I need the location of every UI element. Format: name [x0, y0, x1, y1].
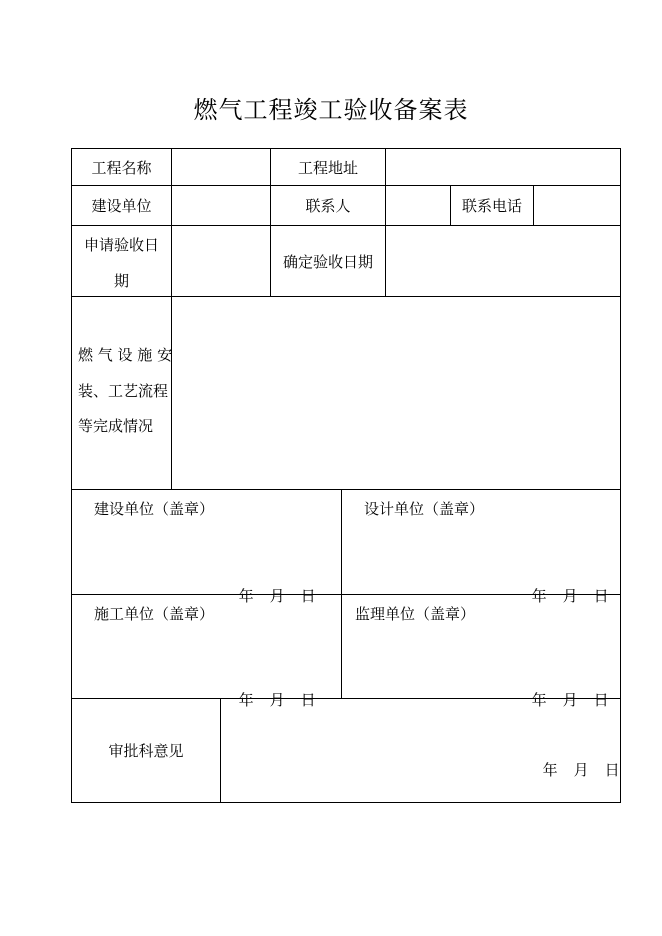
contact-label: 联系人: [305, 197, 351, 215]
designer-seal-label: 设计单位（盖章）: [364, 500, 485, 518]
date-month: 月: [562, 691, 578, 709]
project-name-label: 工程名称: [91, 158, 152, 177]
phone-field[interactable]: [534, 186, 620, 225]
apply-date-label: [72, 226, 171, 296]
facility-completion-label: [72, 297, 171, 489]
date-year: 年: [238, 691, 254, 709]
date-month: 月: [269, 691, 285, 709]
project-name-field[interactable]: [172, 149, 270, 185]
confirm-date-label: 确定验收日期: [282, 252, 373, 271]
facility-label-line1: 燃 气 设 施 安: [78, 346, 173, 364]
builder-label: 建设单位: [91, 197, 152, 215]
contact-field[interactable]: [386, 186, 450, 225]
approval-field[interactable]: [221, 699, 620, 802]
phone-label: 联系电话: [461, 197, 522, 215]
date-month: 月: [562, 587, 578, 605]
date-day: 日: [593, 587, 609, 605]
date-month: 月: [269, 587, 285, 605]
apply-date-label-line1: 申请验收日: [83, 236, 159, 254]
date-month: 月: [573, 761, 589, 779]
designer-seal-cell[interactable]: [342, 490, 620, 605]
apply-date-label-line2: 期: [113, 272, 129, 290]
facility-completion-field[interactable]: [172, 297, 620, 489]
facility-label-line3: 等完成情况: [78, 417, 154, 435]
date-year: 年: [238, 587, 254, 605]
constructor-seal-label: 施工单位（盖章）: [94, 605, 215, 623]
builder-seal-cell[interactable]: [72, 490, 341, 605]
date-year: 年: [542, 761, 558, 779]
facility-label-line2: 装、工艺流程: [78, 382, 169, 400]
approval-label: 审批科意见: [108, 742, 184, 760]
constructor-seal-cell[interactable]: [72, 595, 341, 709]
form-title: 燃气工程竣工验收备案表: [193, 96, 469, 124]
date-year: 年: [531, 587, 547, 605]
supervisor-seal-label: 监理单位（盖章）: [355, 605, 476, 623]
date-day: 日: [300, 587, 316, 605]
date-year: 年: [531, 691, 547, 709]
date-day: 日: [604, 761, 620, 779]
apply-date-field[interactable]: [172, 226, 270, 296]
supervisor-seal-cell[interactable]: [342, 595, 620, 709]
builder-field[interactable]: [172, 186, 270, 225]
builder-seal-label: 建设单位（盖章）: [94, 500, 215, 518]
project-address-label: 工程地址: [297, 158, 358, 177]
approval-date: [514, 741, 620, 798]
date-day: 日: [593, 691, 609, 709]
confirm-date-field[interactable]: [386, 226, 620, 296]
date-day: 日: [300, 691, 316, 709]
project-address-field[interactable]: [386, 149, 620, 185]
